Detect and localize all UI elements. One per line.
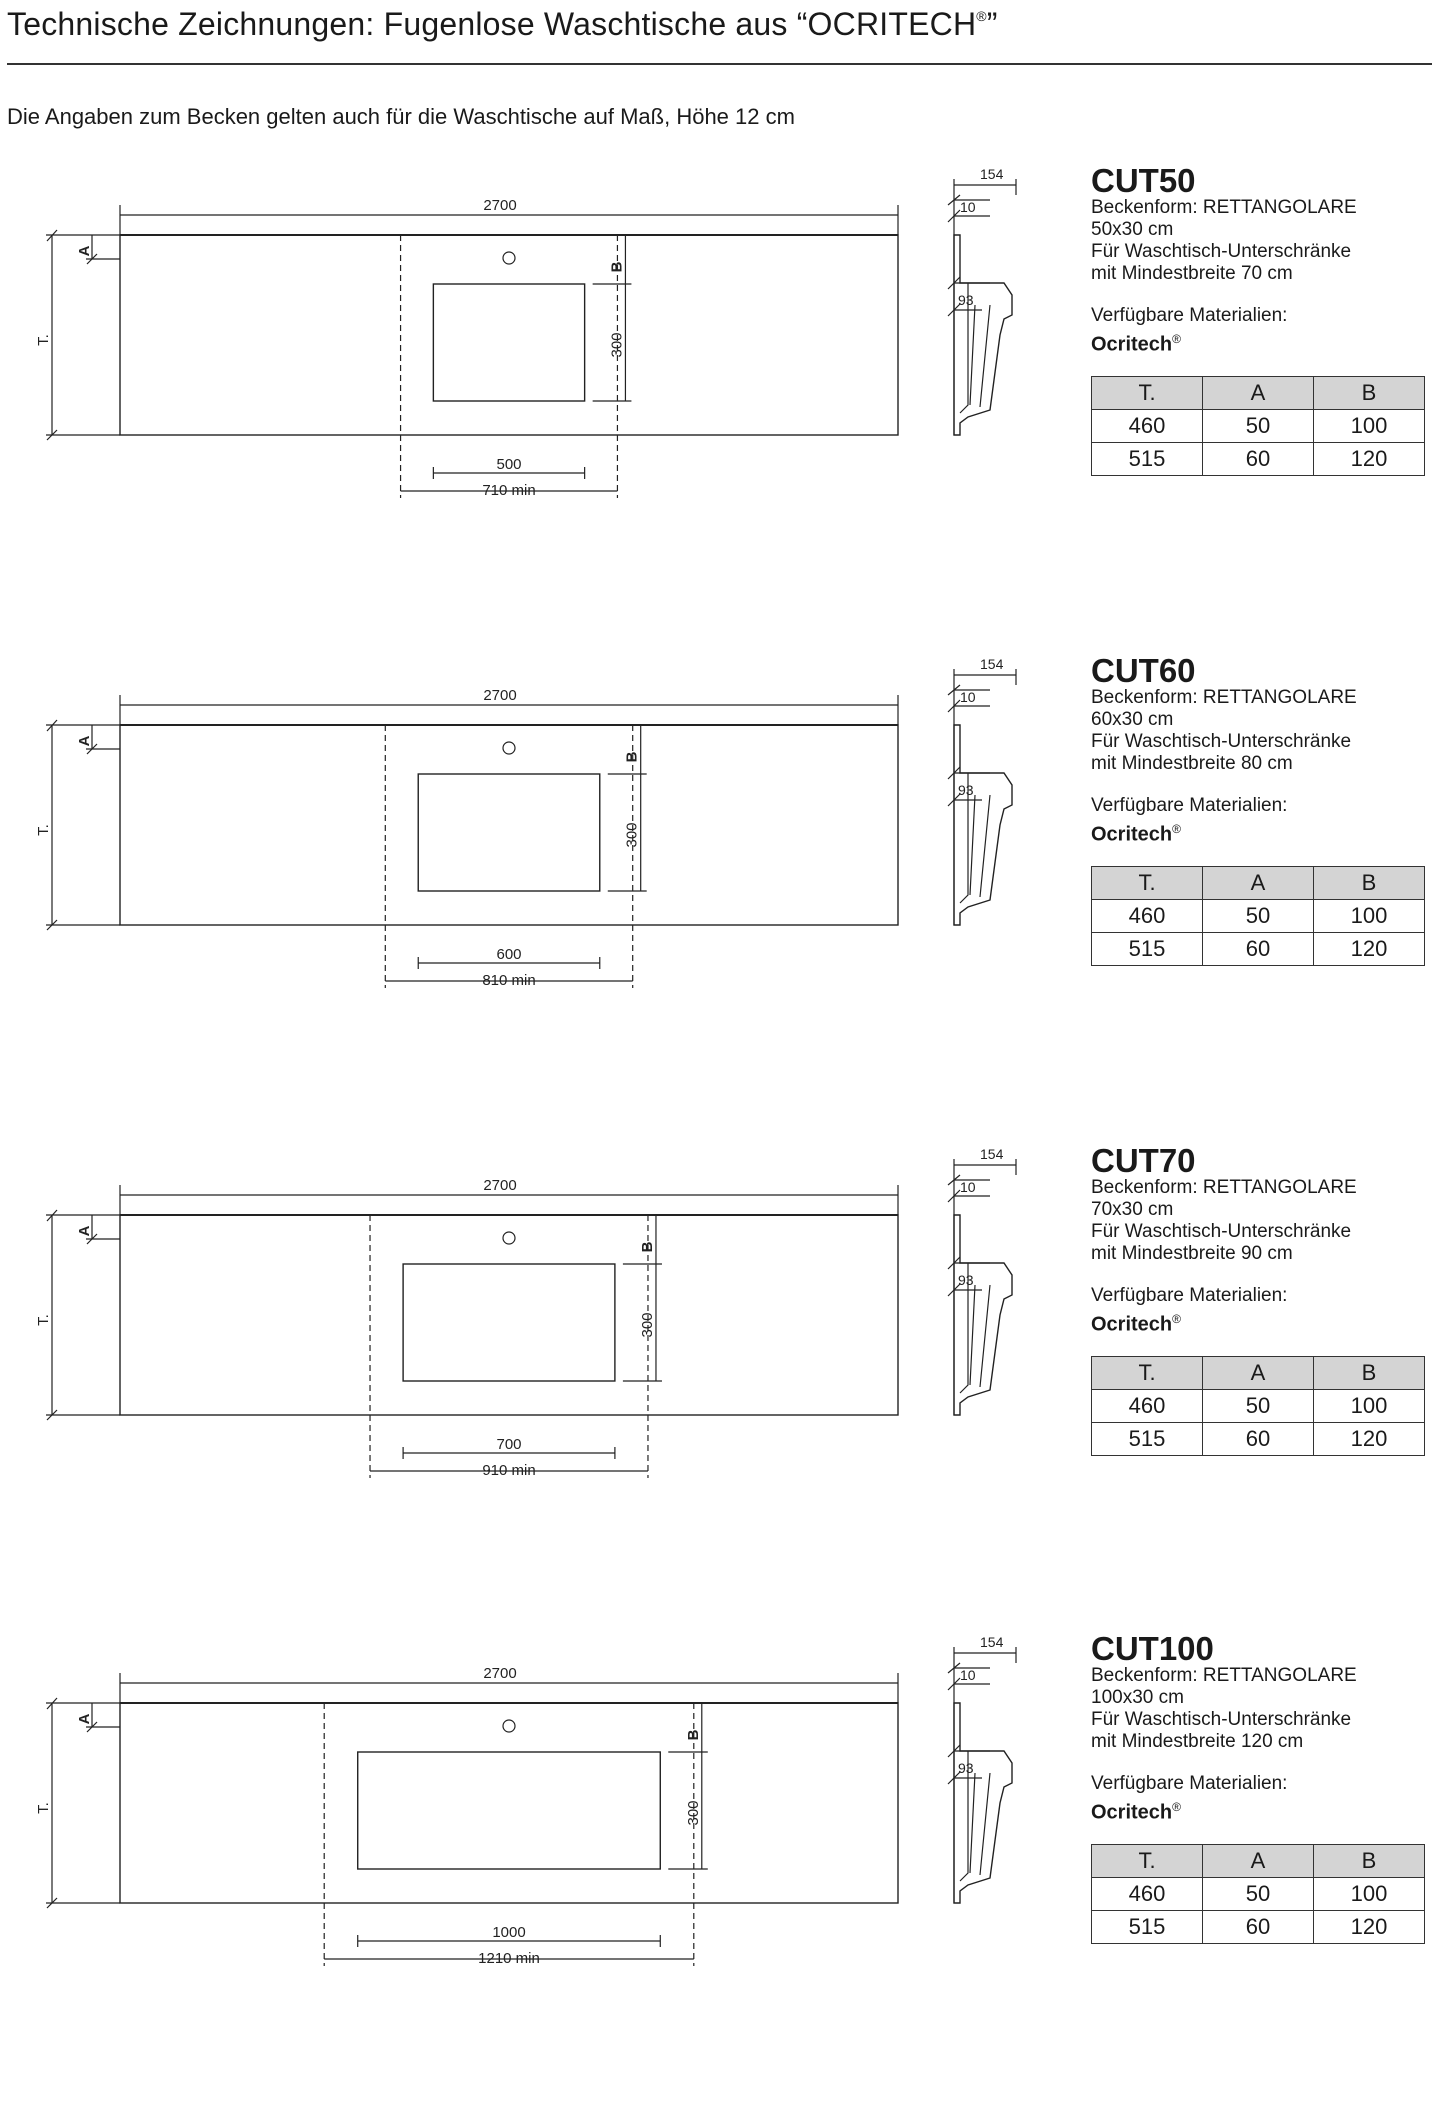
table-header-t: T.	[1092, 867, 1203, 900]
page-title: Technische Zeichnungen: Fugenlose Waschtische aus “OCRITECH®”	[7, 6, 998, 42]
table-row: 515 60 120	[1092, 1423, 1425, 1456]
basin-depth-label: 300	[608, 332, 626, 358]
basin-width-label: 1000	[492, 1924, 526, 1941]
technical-drawing	[0, 155, 1080, 645]
length-label: 2700	[483, 197, 517, 214]
materials-label: Verfügbare Materialien:	[1091, 795, 1288, 816]
countertop-outline	[120, 1215, 898, 1415]
basin-depth-label: 300	[623, 822, 641, 848]
registered-mark: ®	[976, 8, 987, 24]
min-width-label: 910 min	[482, 1462, 536, 1479]
table-row: 460 50 100	[1092, 410, 1425, 443]
table-row: 460 50 100	[1092, 1390, 1425, 1423]
tap-hole	[503, 252, 515, 264]
a-label: A	[76, 735, 93, 747]
side-bowl-label: 93	[958, 1760, 974, 1776]
basin-width-label: 600	[496, 946, 522, 963]
min-cabinet-width: mit Mindestbreite 120 cm	[1091, 1731, 1304, 1752]
material-name: Ocritech®	[1091, 332, 1181, 356]
basin-outline	[403, 1264, 615, 1381]
materials-label: Verfügbare Materialien:	[1091, 1285, 1288, 1306]
intro-text: Die Angaben zum Becken gelten auch für die Waschtische auf Maß, Höhe 12 cm	[7, 104, 795, 129]
product-info	[1091, 652, 1436, 961]
length-label: 2700	[483, 1177, 517, 1194]
technical-drawing	[0, 645, 1080, 1135]
side-bowl-label: 93	[958, 782, 974, 798]
dimension-table	[1091, 376, 1425, 476]
model-name: CUT60	[1091, 652, 1196, 689]
product-section-cut60	[0, 645, 1440, 1135]
table-header-b: B	[1314, 377, 1425, 410]
depth-label: T.	[35, 1802, 52, 1814]
table-header-b: B	[1314, 1845, 1425, 1878]
b-label: B	[638, 1241, 656, 1253]
table-header-a: A	[1203, 1357, 1314, 1390]
technical-drawing	[0, 1135, 1080, 1625]
dimension-table	[1091, 1844, 1425, 1944]
depth-label: T.	[35, 334, 52, 346]
a-label: A	[76, 1713, 93, 1725]
basin-shape: Beckenform: RETTANGOLARE	[1091, 1665, 1357, 1686]
side-width-label: 154	[980, 656, 1004, 672]
countertop-outline	[120, 1703, 898, 1903]
min-width-label: 1210 min	[478, 1950, 540, 1967]
length-label: 2700	[483, 1665, 517, 1682]
basin-outline	[358, 1752, 661, 1869]
material-name: Ocritech®	[1091, 822, 1181, 846]
depth-label: T.	[35, 1314, 52, 1326]
model-name: CUT50	[1091, 162, 1196, 199]
technical-drawing	[0, 1623, 1080, 2113]
basin-depth-label: 300	[684, 1800, 702, 1826]
side-profile-outline	[954, 235, 1012, 435]
side-bowl-label: 93	[958, 1272, 974, 1288]
tap-hole	[503, 1720, 515, 1732]
countertop-outline	[120, 725, 898, 925]
dimension-table	[1091, 1356, 1425, 1456]
table-row: 515 60 120	[1092, 1911, 1425, 1944]
table-row: 515 60 120	[1092, 933, 1425, 966]
material-name: Ocritech®	[1091, 1312, 1181, 1336]
min-cabinet-width: mit Mindestbreite 90 cm	[1091, 1243, 1293, 1264]
basin-width-label: 500	[496, 456, 522, 473]
basin-shape: Beckenform: RETTANGOLARE	[1091, 1177, 1357, 1198]
product-section-cut50	[0, 155, 1440, 645]
b-label: B	[684, 1729, 702, 1741]
model-name: CUT70	[1091, 1142, 1196, 1179]
table-row: 515 60 120	[1092, 443, 1425, 476]
min-cabinet-width: mit Mindestbreite 80 cm	[1091, 753, 1293, 774]
basin-size: 70x30 cm	[1091, 1199, 1174, 1220]
side-profile-outline	[954, 725, 1012, 925]
side-bowl-label: 93	[958, 292, 974, 308]
length-label: 2700	[483, 687, 517, 704]
product-section-cut70	[0, 1135, 1440, 1625]
min-width-label: 810 min	[482, 972, 536, 989]
product-info	[1091, 162, 1436, 471]
cabinet-line: Für Waschtisch-Unterschränke	[1091, 1709, 1352, 1730]
a-label: A	[76, 1225, 93, 1237]
tap-hole	[503, 1232, 515, 1244]
dimension-table	[1091, 866, 1425, 966]
title-divider	[7, 63, 1432, 65]
product-info	[1091, 1630, 1436, 1939]
table-row: 460 50 100	[1092, 900, 1425, 933]
table-header-t: T.	[1092, 1845, 1203, 1878]
basin-size: 60x30 cm	[1091, 709, 1174, 730]
a-label: A	[76, 245, 93, 257]
basin-shape: Beckenform: RETTANGOLARE	[1091, 197, 1357, 218]
side-top-label: 10	[960, 199, 976, 215]
b-label: B	[623, 751, 641, 763]
side-width-label: 154	[980, 1634, 1004, 1650]
basin-size: 100x30 cm	[1091, 1687, 1184, 1708]
table-row: 460 50 100	[1092, 1878, 1425, 1911]
cabinet-line: Für Waschtisch-Unterschränke	[1091, 1221, 1352, 1242]
side-profile-outline	[954, 1215, 1012, 1415]
side-profile-outline	[954, 1703, 1012, 1903]
basin-width-label: 700	[496, 1436, 522, 1453]
materials-label: Verfügbare Materialien:	[1091, 305, 1288, 326]
countertop-outline	[120, 235, 898, 435]
product-section-cut100	[0, 1623, 1440, 2113]
side-width-label: 154	[980, 166, 1004, 182]
side-top-label: 10	[960, 1667, 976, 1683]
basin-depth-label: 300	[638, 1312, 656, 1338]
material-name: Ocritech®	[1091, 1800, 1181, 1824]
table-header-t: T.	[1092, 377, 1203, 410]
basin-outline	[418, 774, 600, 891]
table-header-a: A	[1203, 377, 1314, 410]
table-header-t: T.	[1092, 1357, 1203, 1390]
table-header-b: B	[1314, 867, 1425, 900]
table-header-b: B	[1314, 1357, 1425, 1390]
b-label: B	[608, 261, 626, 273]
side-top-label: 10	[960, 1179, 976, 1195]
basin-shape: Beckenform: RETTANGOLARE	[1091, 687, 1357, 708]
product-info	[1091, 1142, 1436, 1451]
side-width-label: 154	[980, 1146, 1004, 1162]
basin-size: 50x30 cm	[1091, 219, 1174, 240]
tap-hole	[503, 742, 515, 754]
table-header-a: A	[1203, 867, 1314, 900]
cabinet-line: Für Waschtisch-Unterschränke	[1091, 241, 1352, 262]
side-top-label: 10	[960, 689, 976, 705]
min-width-label: 710 min	[482, 482, 536, 499]
materials-label: Verfügbare Materialien:	[1091, 1773, 1288, 1794]
cabinet-line: Für Waschtisch-Unterschränke	[1091, 731, 1352, 752]
model-name: CUT100	[1091, 1630, 1214, 1667]
table-header-a: A	[1203, 1845, 1314, 1878]
basin-outline	[433, 284, 584, 401]
min-cabinet-width: mit Mindestbreite 70 cm	[1091, 263, 1293, 284]
depth-label: T.	[35, 824, 52, 836]
